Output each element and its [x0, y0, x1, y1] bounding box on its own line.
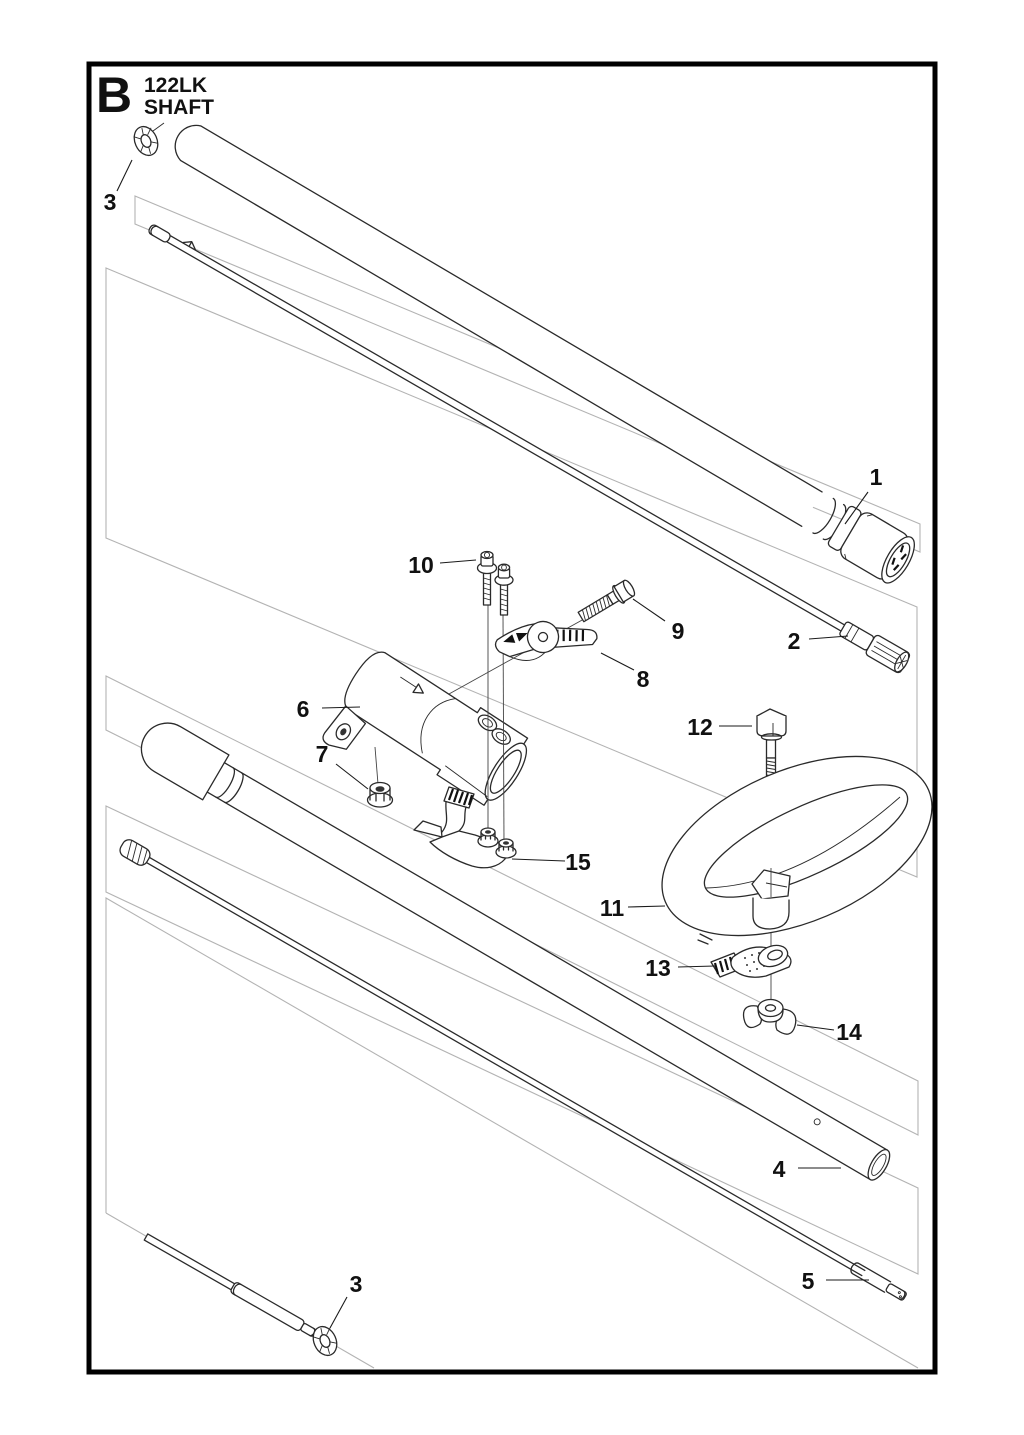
part-7-nut	[368, 783, 393, 808]
model-title: 122LK	[144, 74, 208, 97]
callout-2[interactable]: 2	[787, 628, 801, 654]
callout-4[interactable]: 4	[772, 1156, 786, 1182]
callout-14[interactable]: 14	[836, 1019, 862, 1045]
callout-15[interactable]: 15	[565, 849, 591, 875]
callout-9[interactable]: 9	[671, 618, 685, 644]
callout-3-bottom[interactable]: 3	[349, 1271, 363, 1297]
bracket-nut-1	[478, 828, 498, 847]
callout-6[interactable]: 6	[296, 696, 310, 722]
callout-7[interactable]: 7	[315, 741, 329, 767]
callout-5[interactable]: 5	[801, 1268, 815, 1294]
callout-11[interactable]: 11	[599, 895, 625, 921]
callout-8[interactable]: 8	[636, 666, 650, 692]
callout-10[interactable]: 10	[408, 552, 434, 578]
callout-13[interactable]: 13	[645, 955, 671, 981]
bracket-nut-2	[496, 839, 516, 858]
callout-1[interactable]: 1	[869, 464, 883, 490]
callout-3-top[interactable]: 3	[103, 189, 117, 215]
section-title: SHAFT	[144, 96, 214, 119]
callout-12[interactable]: 12	[687, 714, 713, 740]
page-section-letter: B	[96, 67, 133, 123]
